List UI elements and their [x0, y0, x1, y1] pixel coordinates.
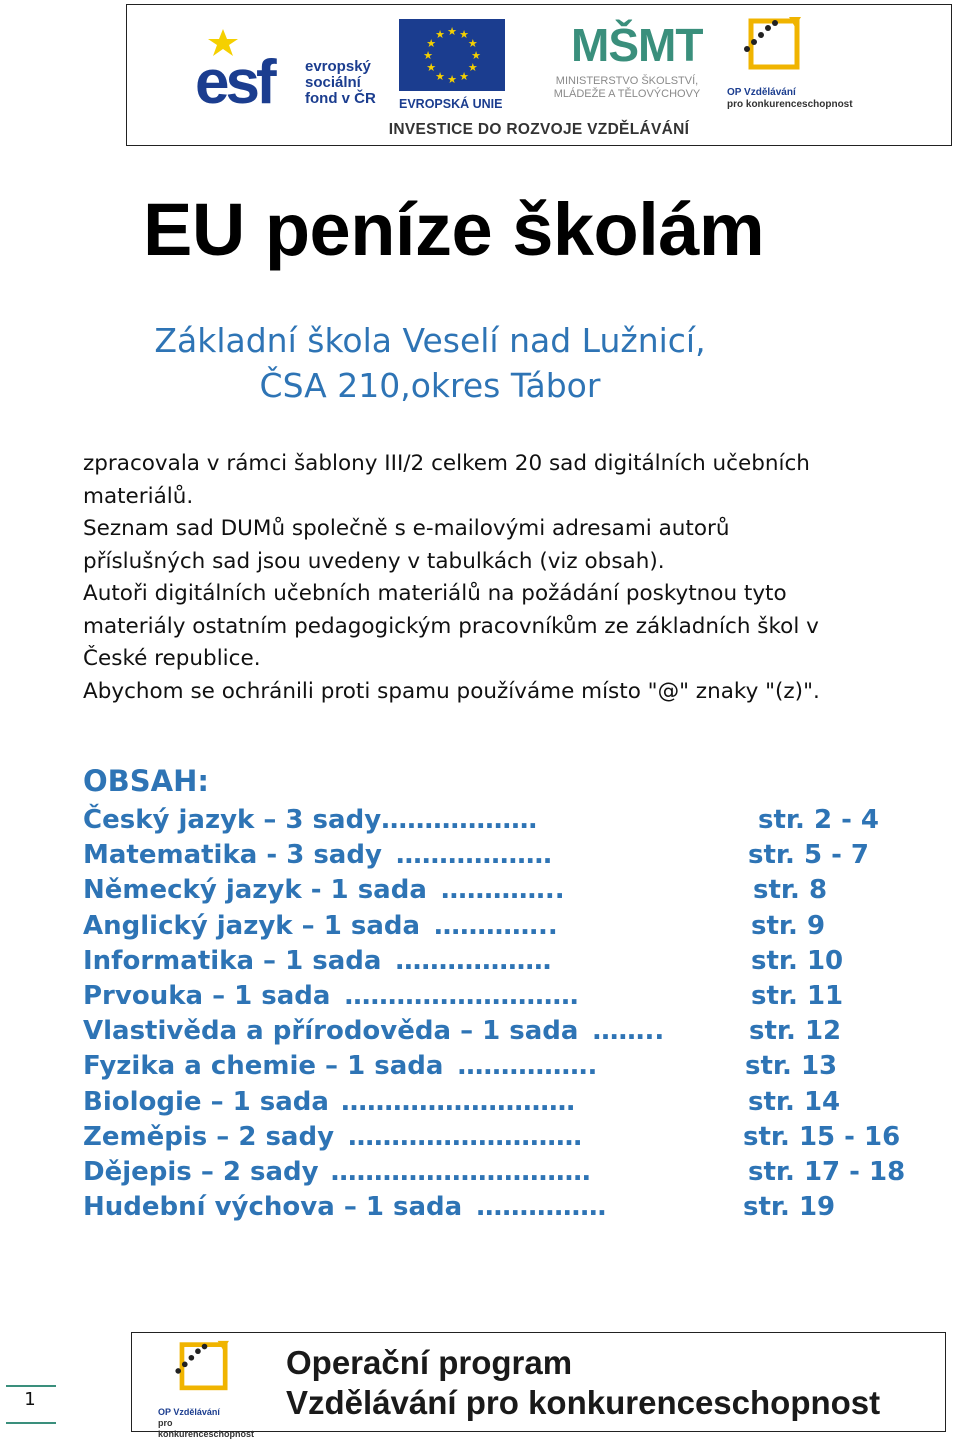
table-of-contents	[83, 803, 953, 1225]
eu-star-icon: ★	[471, 49, 481, 62]
eu-star-icon: ★	[447, 25, 457, 38]
page-number: 1	[24, 1389, 36, 1410]
footer-program-title: Operační program Vzdělávání pro konkurenceschopnost	[286, 1344, 881, 1421]
footer-op-logo	[158, 1339, 268, 1439]
intro-line: České republice.	[83, 646, 261, 671]
eu-star-icon: ★	[423, 49, 433, 62]
intro-line: Autoři digitálních učebních materiálů na požádání poskytnou tyto	[83, 581, 787, 606]
page-number-rule-bottom	[6, 1422, 56, 1424]
eu-star-icon: ★	[467, 61, 478, 74]
intro-line: Abychom se ochránili proti spamu používáme místo "@" znaky "(z)".	[83, 678, 820, 704]
toc-item[interactable]: Zeměpis – 2 sady ……………………… str. 15 - 16	[83, 1121, 901, 1152]
toc-item[interactable]: Hudební výchova – 1 sada …………… str. 19	[83, 1192, 836, 1223]
eu-label: EVROPSKÁ UNIE	[399, 97, 503, 111]
msmt-text: MINISTERSTVO ŠKOLSTVÍ, MLÁDEŽE A TĚLOVÝCHOVY	[553, 75, 701, 100]
msmt-logo	[527, 15, 727, 115]
page-number-rule-top	[6, 1385, 56, 1387]
toc-item[interactable]: Prvouka – 1 sada ……………………… str. 11	[83, 980, 844, 1011]
op-logo-icon	[158, 1339, 236, 1401]
intro-line: zpracovala v rámci šablony III/2 celkem 20 sad digitálních učebních	[83, 451, 810, 476]
toc-item[interactable]: Fyzika a chemie – 1 sada ……………. str. 13	[83, 1051, 838, 1082]
banner-caption: INVESTICE DO ROZVOJE VZDĚLÁVÁNÍ	[388, 121, 690, 138]
footer-banner	[131, 1332, 946, 1439]
eu-flag-icon	[399, 19, 505, 91]
toc-item[interactable]: Matematika - 3 sady ……………… str. 5 - 7	[83, 840, 870, 871]
logos-banner	[126, 4, 952, 146]
esf-text: evropský sociální fond v ČR	[305, 58, 376, 107]
eu-star-icon: ★	[447, 73, 457, 86]
toc-item[interactable]: Český jazyk – 3 sady……………… str. 2 - 4	[83, 805, 880, 835]
intro-line: Seznam sad DUMů společně s e-mailovými adresami autorů	[83, 516, 730, 541]
op-logo	[727, 15, 877, 115]
toc-item[interactable]: Vlastivěda a přírodověda – 1 sada …….. str. 12	[83, 1016, 842, 1047]
page-title: EU peníze školám	[143, 188, 765, 271]
toc-heading: OBSAH:	[83, 764, 209, 798]
op-logo-icon	[727, 15, 807, 81]
intro-text	[83, 448, 958, 708]
toc-item[interactable]: Dějepis – 2 sady ………………………… str. 17 - 18	[83, 1156, 906, 1187]
toc-item[interactable]: Německý jazyk - 1 sada ………….. str. 8	[83, 875, 828, 906]
esf-logo	[193, 15, 413, 111]
intro-line: příslušných sad jsou uvedeny v tabulkách (viz obsah).	[83, 548, 665, 574]
subtitle-line-2: ČSA 210,okres Tábor	[259, 366, 601, 405]
school-name	[0, 318, 860, 408]
eu-logo	[399, 19, 513, 115]
intro-line: materiálů.	[83, 483, 194, 509]
eu-star-icon: ★	[426, 37, 437, 50]
toc-item[interactable]: Biologie – 1 sada ……………………… str. 14	[83, 1086, 841, 1117]
op-text: OP Vzdělávání pro konkurenceschopnost	[727, 87, 853, 110]
eu-star-icon: ★	[435, 69, 445, 83]
eu-star-icon: ★	[426, 61, 437, 74]
toc-item[interactable]: Anglický jazyk – 1 sada ………….. str. 9	[83, 910, 826, 941]
eu-star-icon: ★	[435, 28, 445, 42]
eu-star-icon: ★	[459, 69, 469, 83]
subtitle-line-1: Základní škola Veselí nad Lužnicí,	[154, 321, 706, 360]
intro-line: materiály ostatním pedagogickým pracovníkům ze základních škol v	[83, 613, 819, 639]
toc-item[interactable]: Informatika – 1 sada ……………… str. 10	[83, 945, 844, 976]
eu-star-icon: ★	[459, 28, 469, 42]
msmt-mark-icon: MŠMT	[571, 19, 703, 71]
svg-text:esf: esf	[195, 48, 273, 111]
eu-star-icon: ★	[467, 37, 478, 50]
footer-op-text: OP Vzdělávání pro konkurenceschopnost	[158, 1407, 255, 1439]
esf-logo-icon	[193, 15, 303, 111]
